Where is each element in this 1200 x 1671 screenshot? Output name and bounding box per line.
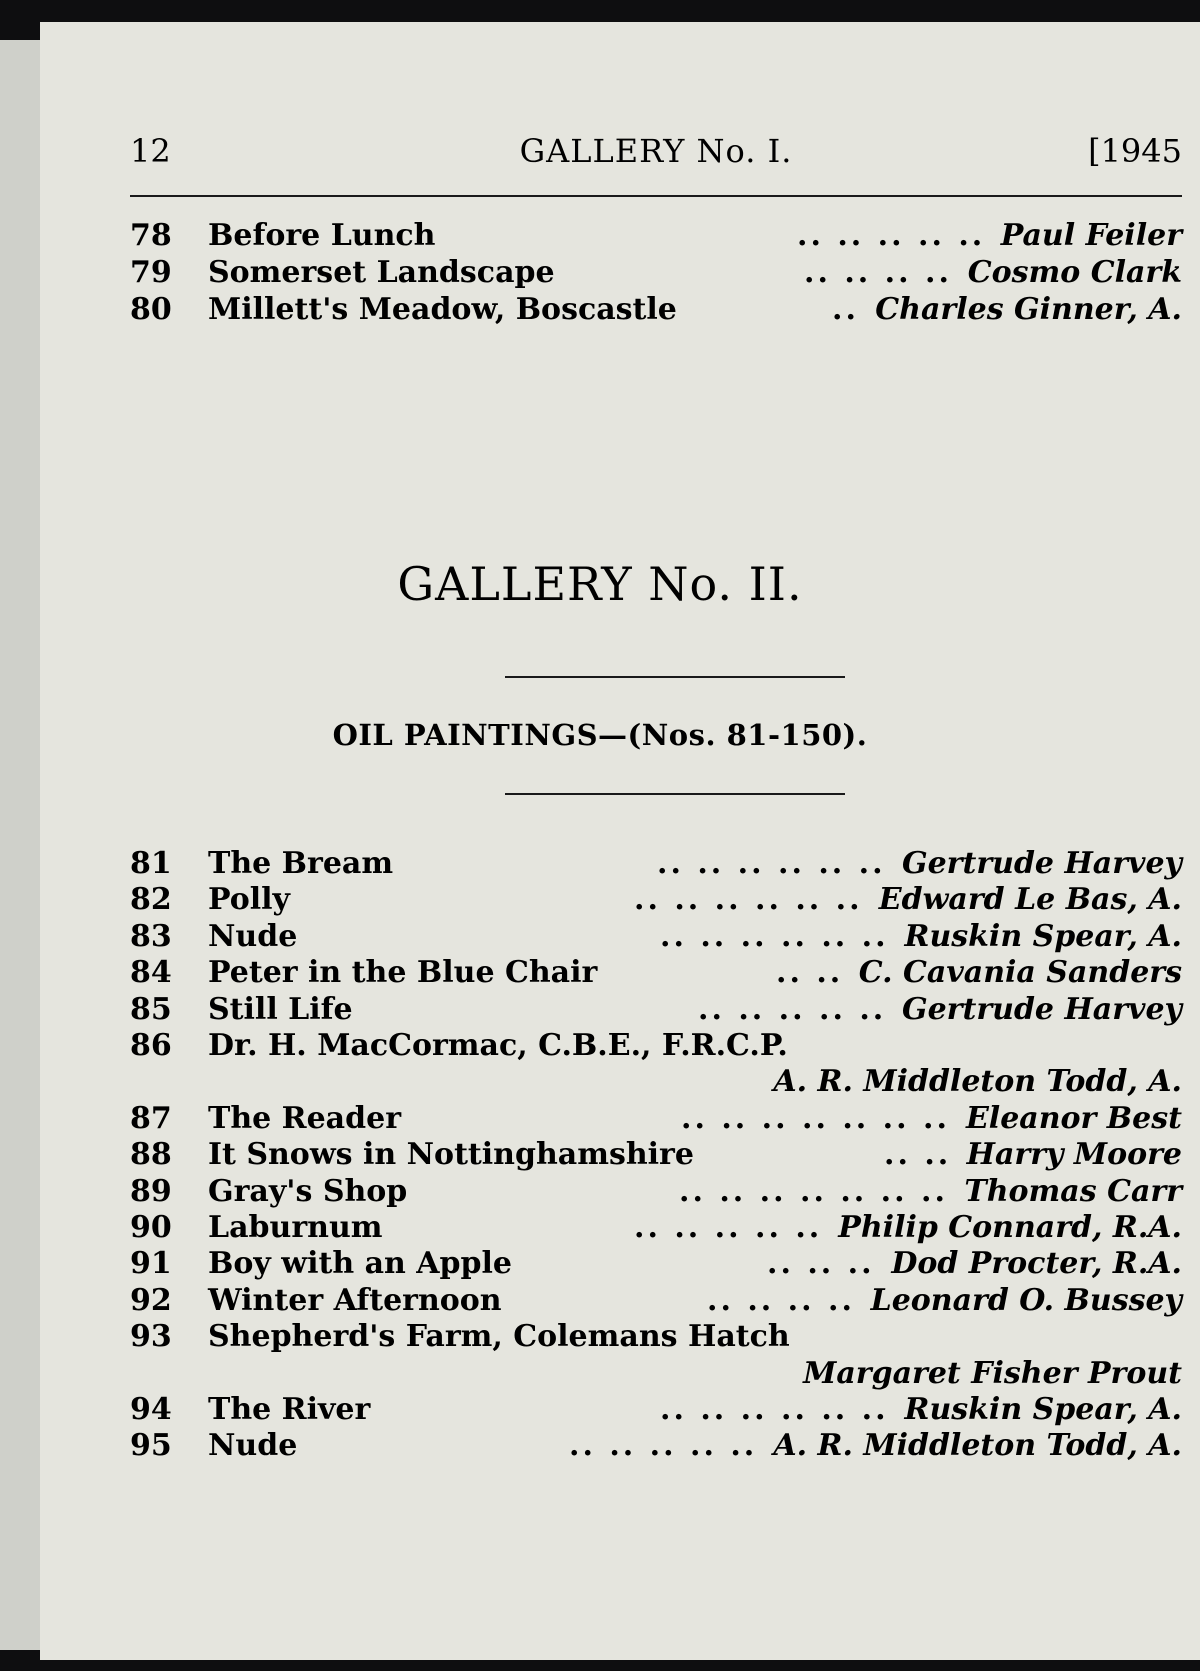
entry-artist: Leonard O. Bussey xyxy=(870,1282,1182,1318)
entry-artist: Paul Feiler xyxy=(1000,218,1182,253)
entry-number: 90 xyxy=(130,1210,172,1245)
entry-title: It Snows in Nottinghamshire xyxy=(208,1137,694,1173)
entry-artist: Edward Le Bas, A. xyxy=(878,882,1182,918)
entry-artist: Ruskin Spear, A. xyxy=(904,918,1182,954)
leader-dots: .. .. xyxy=(884,1137,952,1173)
page-number: 12 xyxy=(130,132,171,170)
entry-artist: C. Cavania Sanders xyxy=(858,955,1182,991)
leader-dots: .. .. xyxy=(776,955,844,991)
entry-number: 78 xyxy=(130,218,172,253)
entry-number: 94 xyxy=(130,1392,172,1427)
leader-dots: .. .. .. xyxy=(767,1246,875,1282)
entry-artist: Eleanor Best xyxy=(965,1100,1182,1136)
entry-artist: Margaret Fisher Prout xyxy=(803,1355,1182,1391)
leader-dots: .. .. .. .. .. xyxy=(634,1210,823,1245)
leader-dots: .. .. .. .. .. xyxy=(698,991,887,1027)
catalogue-entry xyxy=(130,1064,1182,1101)
catalogue-entry xyxy=(130,1028,1182,1065)
entry-artist: Gertrude Harvey xyxy=(901,991,1182,1027)
entry-title: Winter Afternoon xyxy=(208,1282,502,1318)
entry-number: 91 xyxy=(130,1246,172,1282)
catalogue-entry xyxy=(130,919,1182,956)
section-rule-upper xyxy=(505,676,845,678)
entry-artist: Philip Connard, R.A. xyxy=(838,1210,1182,1245)
catalogue-entry xyxy=(130,955,1182,992)
catalogue-entry xyxy=(130,1210,1182,1247)
catalogue-entry xyxy=(130,292,1182,329)
entry-artist: Harry Moore xyxy=(966,1137,1182,1173)
entry-number: 95 xyxy=(130,1428,172,1464)
entry-number: 87 xyxy=(130,1100,172,1136)
entry-number: 85 xyxy=(130,991,172,1027)
entry-number: 82 xyxy=(130,882,172,918)
section-subtitle: OIL PAINTINGS—(Nos. 81-150). xyxy=(332,718,868,752)
entry-number: 84 xyxy=(130,955,172,991)
entry-number: 80 xyxy=(130,292,172,327)
entry-number: 92 xyxy=(130,1282,172,1318)
entry-title: Dr. H. MacCormac, C.B.E., F.R.C.P. xyxy=(208,1028,788,1063)
catalogue-entry xyxy=(130,1246,1182,1283)
catalogue-entry xyxy=(130,846,1182,883)
leader-dots: .. .. .. .. xyxy=(804,255,952,290)
entry-artist: Thomas Carr xyxy=(964,1173,1182,1209)
entry-title: Nude xyxy=(208,1428,298,1464)
entry-number: 89 xyxy=(130,1173,172,1209)
entry-artist: Dod Procter, R.A. xyxy=(891,1246,1182,1282)
catalogue-entry xyxy=(130,992,1182,1029)
catalogue-entry xyxy=(130,1319,1182,1356)
catalogue-entry xyxy=(130,882,1182,919)
header-rule xyxy=(130,195,1182,197)
entry-number: 81 xyxy=(130,846,172,881)
entry-title: Gray's Shop xyxy=(208,1173,408,1209)
leader-dots: .. .. .. .. .. .. .. xyxy=(681,1100,950,1136)
running-title: GALLERY No. I. xyxy=(519,132,793,170)
entry-title: Still Life xyxy=(208,991,353,1027)
leader-dots: .. .. .. .. .. .. xyxy=(660,1392,889,1427)
entry-artist: A. R. Middleton Todd, A. xyxy=(773,1428,1182,1464)
leader-dots: .. .. .. .. .. .. xyxy=(660,918,889,954)
entry-number: 93 xyxy=(130,1319,172,1355)
leader-dots: .. .. .. .. .. xyxy=(797,218,986,253)
entry-title: The Reader xyxy=(208,1100,401,1136)
entry-title: Nude xyxy=(208,918,298,954)
leader-dots: .. xyxy=(832,292,859,327)
entry-title: Shepherd's Farm, Colemans Hatch xyxy=(208,1319,790,1355)
catalogue-entry xyxy=(130,1101,1182,1138)
entry-title: Somerset Landscape xyxy=(208,255,555,290)
entry-artist: Cosmo Clark xyxy=(967,255,1182,290)
entry-title: Millett's Meadow, Boscastle xyxy=(208,292,677,327)
leader-dots: .. .. .. .. .. .. .. xyxy=(679,1173,948,1209)
page-header xyxy=(130,120,1182,170)
year-label: [1945 xyxy=(1088,132,1182,170)
catalogue-entry xyxy=(130,1283,1182,1320)
entry-artist: Ruskin Spear, A. xyxy=(904,1392,1182,1427)
leader-dots: .. .. .. .. .. .. xyxy=(657,846,886,881)
catalogue-entry xyxy=(130,255,1182,292)
catalogue-entry xyxy=(130,1174,1182,1211)
section-rule-lower xyxy=(505,793,845,795)
entry-artist: A. R. Middleton Todd, A. xyxy=(773,1064,1182,1100)
entry-title: The River xyxy=(208,1392,371,1427)
entry-number: 83 xyxy=(130,918,172,954)
entry-title: Polly xyxy=(208,882,290,918)
catalogue-entry xyxy=(130,1428,1182,1465)
entry-title: The Bream xyxy=(208,846,394,881)
catalogue-entry xyxy=(130,218,1182,255)
entry-title: Before Lunch xyxy=(208,218,436,253)
entry-number: 86 xyxy=(130,1028,172,1063)
leader-dots: .. .. .. .. xyxy=(707,1282,855,1318)
page-edge xyxy=(0,40,44,1650)
entry-title: Laburnum xyxy=(208,1210,383,1245)
catalogue-entry xyxy=(130,1137,1182,1174)
leader-dots: .. .. .. .. .. xyxy=(569,1428,758,1464)
entry-title: Boy with an Apple xyxy=(208,1246,512,1282)
catalogue-entry xyxy=(130,1356,1182,1393)
gallery-two-heading: GALLERY No. II. xyxy=(397,557,803,611)
catalogue-entry xyxy=(130,1392,1182,1429)
entry-artist: Gertrude Harvey xyxy=(901,846,1182,881)
entry-artist: Charles Ginner, A. xyxy=(875,292,1182,327)
entry-title: Peter in the Blue Chair xyxy=(208,955,598,991)
entry-number: 79 xyxy=(130,255,172,290)
leader-dots: .. .. .. .. .. .. xyxy=(634,882,863,918)
entry-number: 88 xyxy=(130,1137,172,1173)
